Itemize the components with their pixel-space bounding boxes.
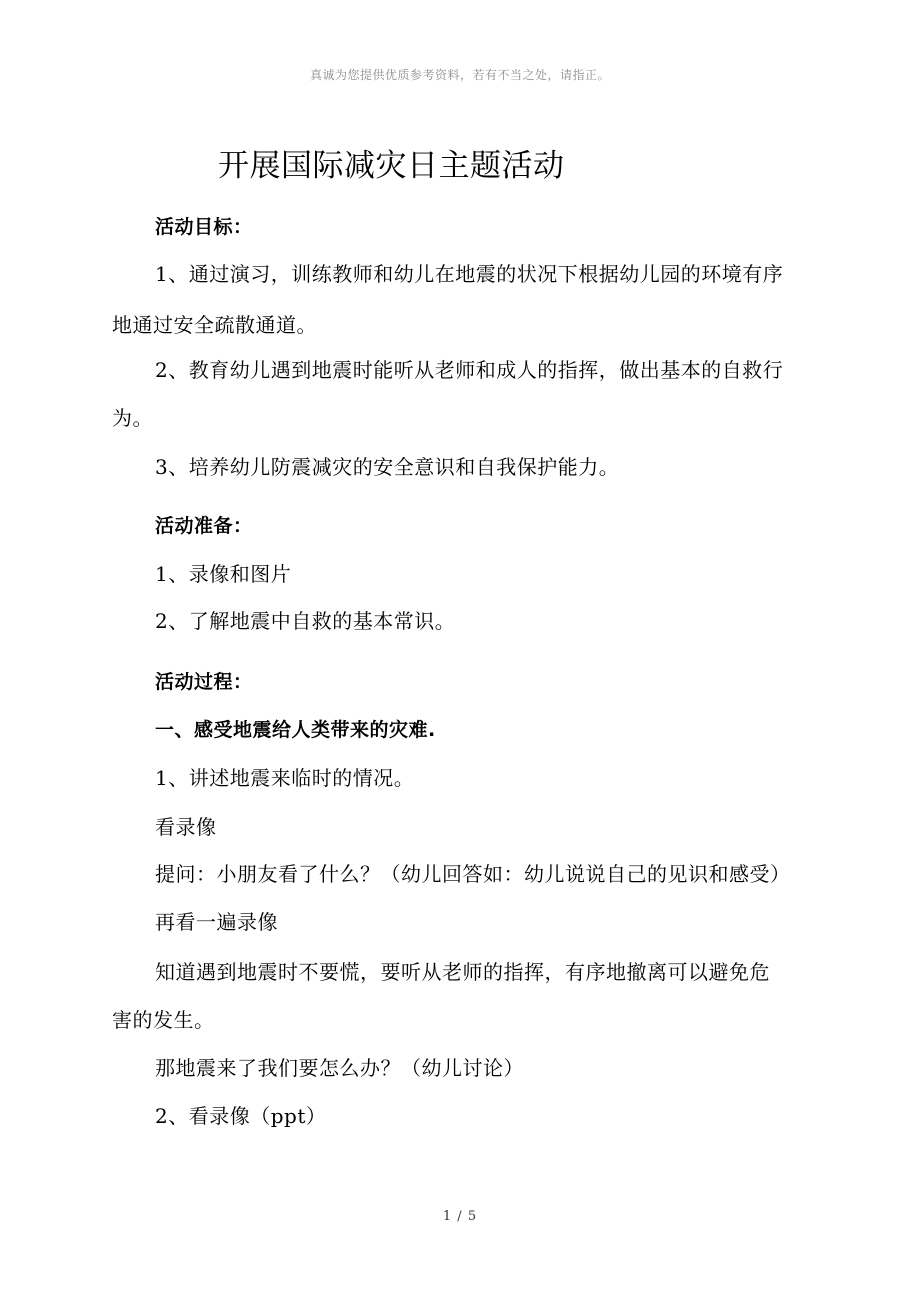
process-heading: 活动过程： — [155, 671, 253, 693]
preparation-item-2: 2、了解地震中自救的基本常识。 — [155, 609, 456, 633]
watermark-text: 真诚为您提供优质参考资料，若有不当之处，请指正。 — [309, 68, 610, 82]
watch-video-text: 看录像 — [155, 815, 217, 839]
goal-item-1-line-2: 地通过安全疏散通道。 — [112, 313, 317, 337]
question-text: 提问：小朋友看了什么？（幼儿回答如：幼儿说说自己的见识和感受） — [155, 862, 791, 886]
process-step-2: 2、看录像（ppt） — [155, 1104, 327, 1128]
document-title: 开展国际减灾日主题活动 — [218, 148, 565, 184]
goal-item-2-line-2: 为。 — [112, 406, 153, 430]
goal-item-2-line-1: 2、教育幼儿遇到地震时能听从老师和成人的指挥，做出基本的自救行 — [155, 358, 784, 382]
knowledge-line-2: 害的发生。 — [112, 1008, 215, 1032]
process-part-1-heading: 一、感受地震给人类带来的灾难. — [155, 719, 436, 741]
page-indicator: 1 / 5 — [442, 1209, 478, 1224]
preparation-item-1: 1、录像和图片 — [155, 562, 292, 586]
watch-again-text: 再看一遍录像 — [155, 910, 278, 934]
preparation-heading: 活动准备： — [155, 515, 253, 537]
goal-item-1-line-1: 1、通过演习，训练教师和幼儿在地震的状况下根据幼儿园的环境有序 — [155, 262, 784, 286]
knowledge-line-1: 知道遇到地震时不要慌，要听从老师的指挥，有序地撤离可以避免危 — [155, 960, 770, 984]
discussion-text: 那地震来了我们要怎么办？（幼儿讨论） — [155, 1056, 524, 1080]
goals-heading: 活动目标： — [155, 216, 253, 238]
goal-item-3: 3、培养幼儿防震减灾的安全意识和自我保护能力。 — [155, 455, 620, 479]
process-step-1: 1、讲述地震来临时的情况。 — [155, 766, 415, 790]
